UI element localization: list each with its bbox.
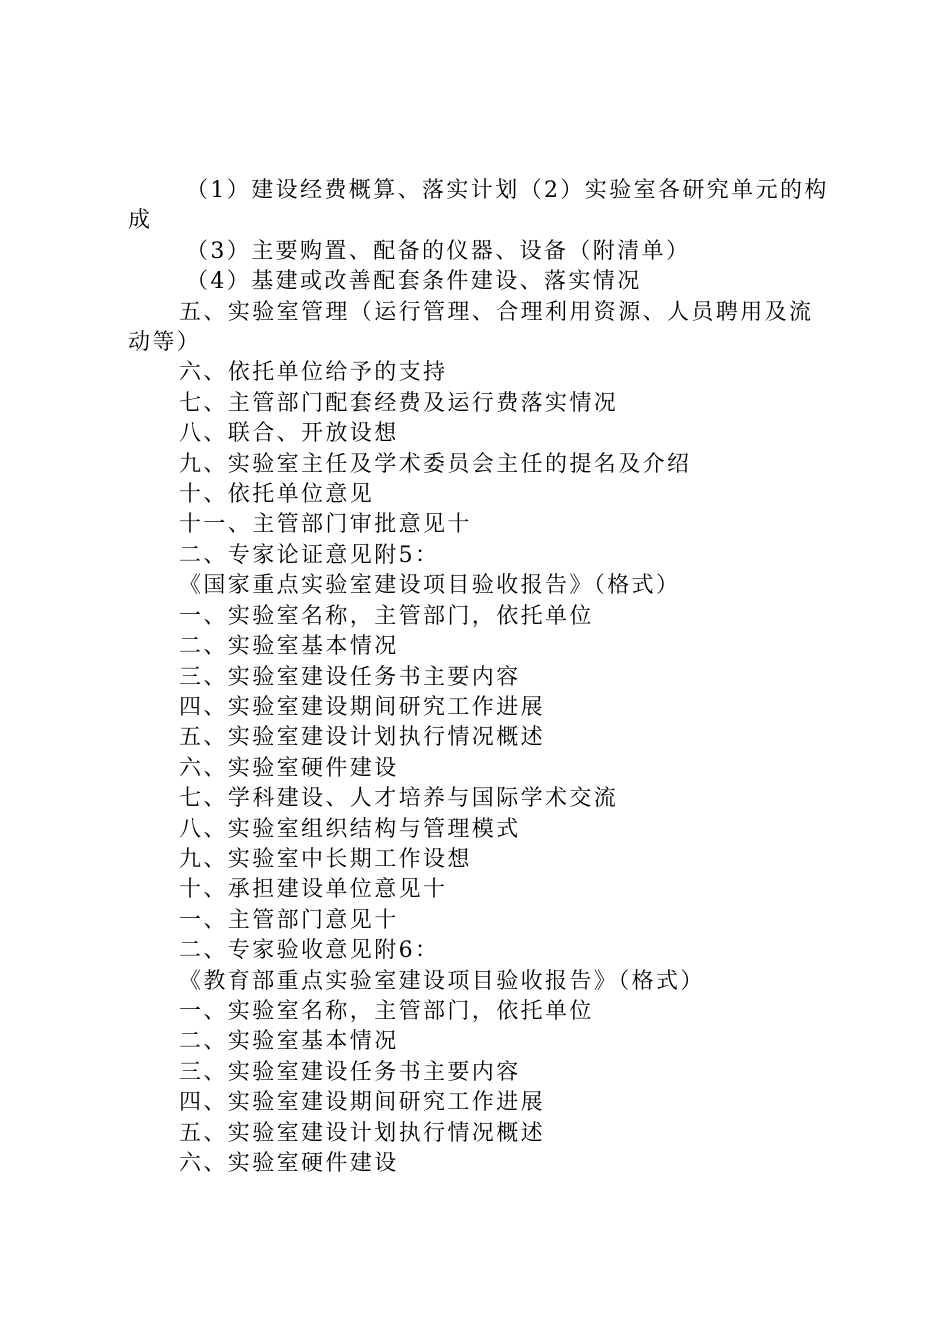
paragraph-expert-acceptance-appendix6: 二、专家验收意见附6： [179,938,440,964]
national-item-1: 一、实验室名称，主管部门，依托单位 [179,603,594,629]
report-title-national: 《国家重点实验室建设项目验收报告》（格式） [179,573,681,599]
national-item-10: 十、承担建设单位意见十 [179,877,448,903]
national-item-3: 三、实验室建设任务书主要内容 [179,664,521,690]
paragraph-approval-opinion: 十一、主管部门审批意见十 [179,512,472,538]
national-item-7: 七、学科建设、人才培养与国际学术交流 [179,786,619,812]
education-item-6: 六、实验室硬件建设 [179,1151,399,1176]
national-item-2: 二、实验室基本情况 [179,634,399,660]
paragraph-director-nomination: 九、实验室主任及学术委员会主任的提名及介绍 [179,451,692,477]
paragraph-cooperation: 八、联合、开放设想 [179,421,399,447]
national-item-6: 六、实验室硬件建设 [179,755,399,781]
report-title-education: 《教育部重点实验室建设项目验收报告》（格式） [179,968,705,994]
paragraph-budget-and-units: （1）建设经费概算、落实计划（2）实验室各研究单元的构成 [128,178,829,234]
national-item-5: 五、实验室建设计划执行情况概述 [179,725,546,751]
paragraph-funding: 七、主管部门配套经费及运行费落实情况 [179,390,619,416]
education-item-4: 四、实验室建设期间研究工作进展 [179,1090,546,1116]
education-item-3: 三、实验室建设任务书主要内容 [179,1059,521,1085]
national-item-11: 一、主管部门意见十 [179,907,399,933]
education-item-5: 五、实验室建设计划执行情况概述 [179,1120,546,1146]
document-body [128,176,834,1179]
education-item-1: 一、实验室名称，主管部门，依托单位 [179,998,594,1024]
education-item-2: 二、实验室基本情况 [179,1029,399,1055]
paragraph-equipment: （3）主要购置、配备的仪器、设备（附清单） [186,238,691,264]
paragraph-host-support: 六、依托单位给予的支持 [179,360,448,386]
national-item-4: 四、实验室建设期间研究工作进展 [179,694,546,720]
national-item-9: 九、实验室中长期工作设想 [179,846,472,872]
paragraph-host-opinion: 十、依托单位意见 [179,482,375,508]
paragraph-infrastructure: （4）基建或改善配套条件建设、落实情况 [186,269,642,295]
paragraph-expert-opinion-appendix5: 二、专家论证意见附5： [179,542,440,568]
paragraph-lab-management: 五、实验室管理（运行管理、合理利用资源、人员聘用及流动等） [128,299,814,356]
national-item-8: 八、实验室组织结构与管理模式 [179,816,521,842]
